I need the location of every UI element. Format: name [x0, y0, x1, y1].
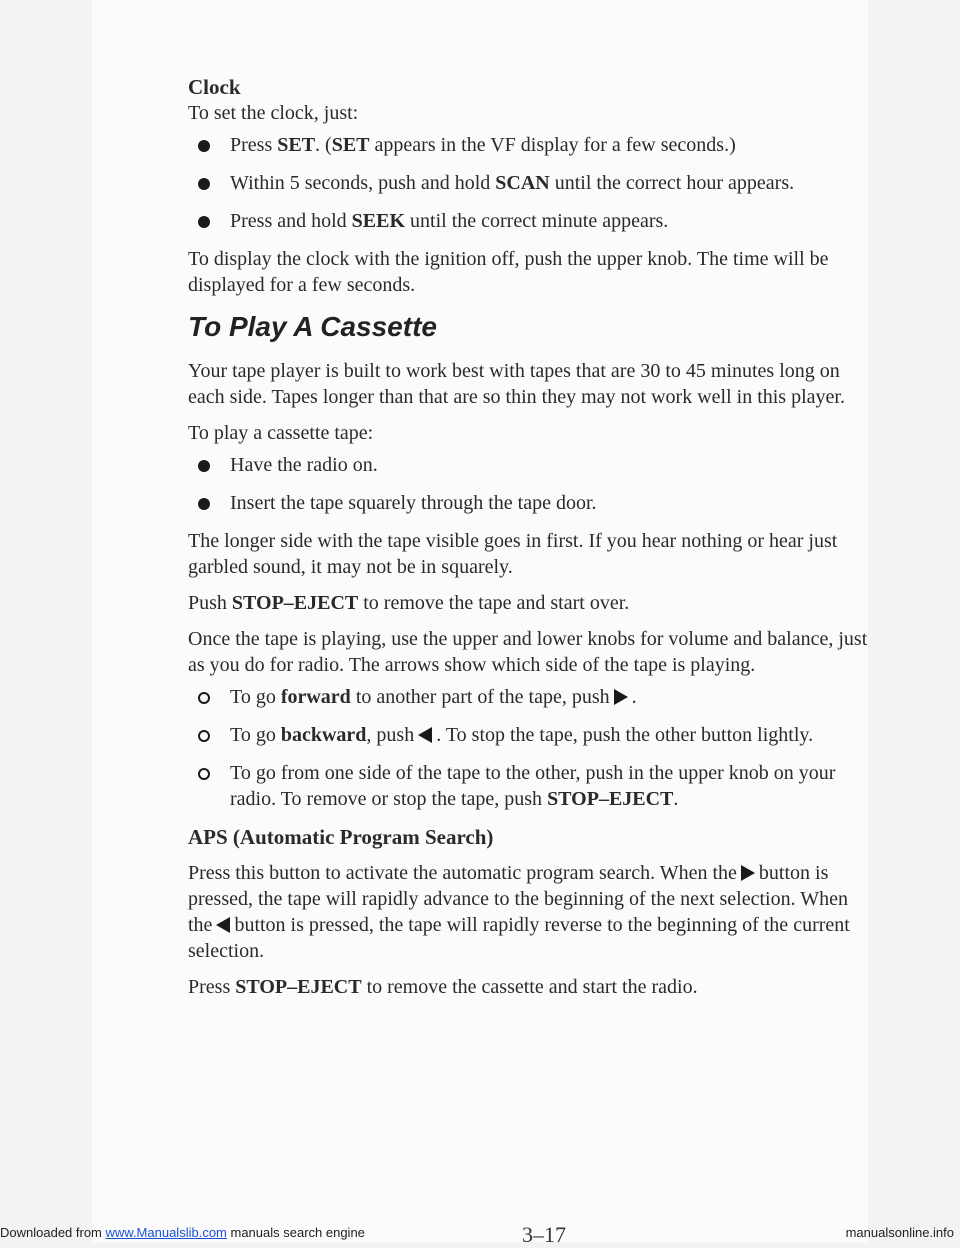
page-number: 3–17: [522, 1222, 566, 1247]
bullet-icon: [198, 730, 210, 742]
list-item: Insert the tape squarely through the tape door.: [188, 490, 868, 516]
bullet-icon: [198, 140, 210, 152]
download-footer: Downloaded from www.Manualslib.com manuals search engine: [0, 1225, 365, 1240]
bullet-icon: [198, 178, 210, 190]
cassette-intro: To play a cassette tape:: [188, 422, 374, 444]
cassette-para-knobs: Once the tape is playing, use the upper and lower knobs for volume and balance, just as you do for radio. The arrows show which side of the tape is playing.: [188, 628, 868, 676]
list-item: To go from one side of the tape to the other, push in the upper knob on your radio. To remove or stop the tape, push STOP–EJECT.: [188, 760, 868, 812]
watermark-footer: manualsonline.info: [845, 1225, 954, 1240]
bullet-icon: [198, 692, 210, 704]
play-forward-icon: [741, 865, 755, 881]
cassette-section-title: To Play A Cassette: [188, 311, 437, 342]
list-item: Within 5 seconds, push and hold SCAN until the correct hour appears.: [188, 170, 868, 196]
cassette-push-eject: Push STOP–EJECT to remove the tape and start over.: [188, 592, 630, 614]
play-forward-icon: [614, 689, 628, 705]
list-item: Have the radio on.: [188, 452, 868, 478]
list-item: To go backward, push . To stop the tape, push the other button lightly.: [188, 722, 868, 748]
manualslib-link[interactable]: www.Manualslib.com: [105, 1225, 227, 1240]
play-backward-icon: [216, 917, 230, 933]
aps-final-note: Press STOP–EJECT to remove the cassette and start the radio.: [188, 976, 698, 998]
list-item: Press SET. (SET appears in the VF display for a few seconds.): [188, 132, 868, 158]
play-backward-icon: [418, 727, 432, 743]
bullet-icon: [198, 216, 210, 228]
clock-intro: To set the clock, just:: [188, 102, 359, 124]
clock-heading: Clock: [188, 75, 241, 99]
clock-ignition-note: To display the clock with the ignition off, push the upper knob. The time will be displayed for a few seconds.: [188, 248, 829, 296]
aps-description: Press this button to activate the automatic program search. When the button is pressed, the tape will rapidly advance to the beginning of the next selection. When the button is pressed, the tape will rapidly reverse to the beginning of the current selection.: [188, 862, 850, 962]
page-content: [188, 74, 868, 1010]
cassette-para-longer-side: The longer side with the tape visible goes in first. If you hear nothing or hear just garbled sound, it may not be in squarely.: [188, 530, 838, 578]
bullet-icon: [198, 498, 210, 510]
list-item: To go forward to another part of the tape, push .: [188, 684, 868, 710]
list-item: Press and hold SEEK until the correct minute appears.: [188, 208, 868, 234]
cassette-steps: [188, 452, 868, 516]
bullet-icon: [198, 768, 210, 780]
bullet-icon: [198, 460, 210, 472]
aps-heading: APS (Automatic Program Search): [188, 825, 494, 849]
cassette-para-tapes: Your tape player is built to work best with tapes that are 30 to 45 minutes long on each side. Tapes longer than that are so thin they may not work well in this player.: [188, 360, 845, 408]
clock-steps: [188, 132, 868, 234]
cassette-direction-steps: [188, 684, 868, 812]
